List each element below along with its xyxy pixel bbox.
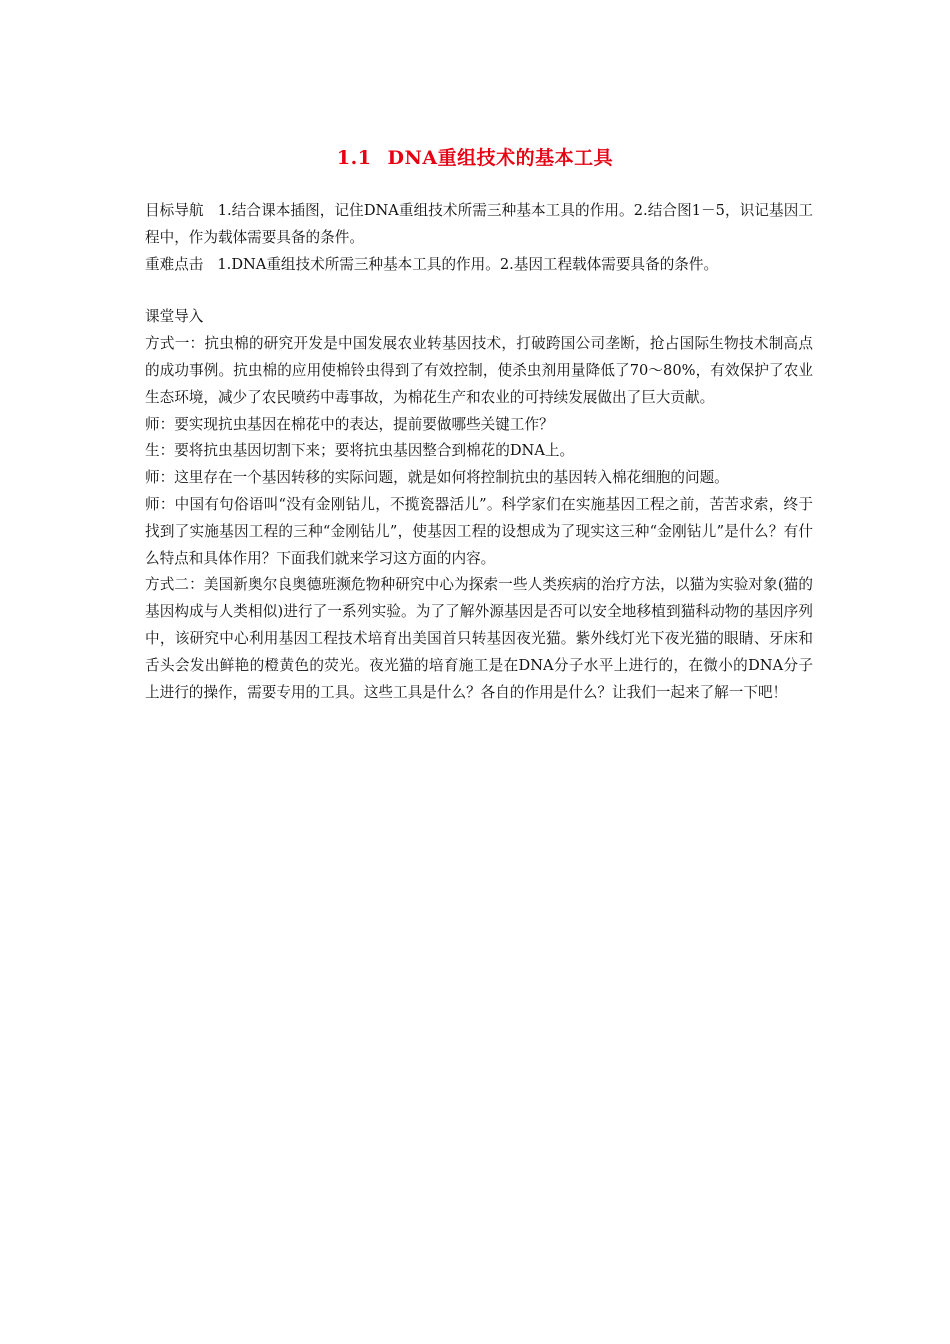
key-points-paragraph — [145, 252, 813, 279]
intro-paragraph-6: 方式二：美国新奥尔良奥德班濒危物种研究中心为探索一些人类疾病的治疗方法，以猫为实验对象(猫的基因构成与人类相似)进行了一系列实验。为了了解外源基因是否可以安全地移植到猫科动物的基因序列中，该研究中心利用基因工程技术培育出美国首只转基因夜光猫。紫外线灯光下夜光猫的眼睛、牙床和舌头会发出鲜艳的橙黄色的荧光。夜光猫的培育施工是在DNA分子水平上进行的，在微小的DNA分子上进行的操作，需要专用的工具。这些工具是什么？各自的作用是什么？让我们一起来了解一下吧！ — [145, 576, 813, 701]
goals-label: 目标导航 — [145, 202, 204, 219]
document-body — [145, 198, 813, 706]
spacer — [145, 278, 813, 304]
intro-paragraph-3: 生：要将抗虫基因切割下来；要将抗虫基因整合到棉花的DNA上。 — [145, 442, 575, 460]
intro-paragraph-2: 师：要实现抗虫基因在棉花中的表达，提前要做哪些关键工作？ — [145, 415, 554, 433]
page-title — [0, 143, 950, 173]
intro-heading: 课堂导入 — [145, 308, 204, 326]
goals-text: 1.结合课本插图，记住DNA重组技术所需三种基本工具的作用。2.结合图1－5，识记基因工程中，作为载体需要具备的条件。 — [145, 202, 813, 246]
key-points-text: 1.DNA重组技术所需三种基本工具的作用。2.基因工程载体需要具备的条件。 — [217, 255, 719, 273]
intro-paragraph-1: 方式一：抗虫棉的研究开发是中国发展农业转基因技术，打破跨国公司垄断，抢占国际生物技术制高点的成功事例。抗虫棉的应用使棉铃虫得到了有效控制，使杀虫剂用量降低了70～80%，有效保护了农业生态环境，减少了农民喷药中毒事故，为棉花生产和农业的可持续发展做出了巨大贡献。 — [145, 335, 813, 406]
goals-paragraph — [145, 198, 813, 252]
key-points-label: 重难点击 — [145, 255, 204, 273]
intro-paragraph-4: 师：这里存在一个基因转移的实际问题，就是如何将控制抗虫的基因转入棉花细胞的问题。 — [145, 469, 729, 487]
section-title: DNA重组技术的基本工具 — [387, 147, 614, 169]
section-number: 1.1 — [336, 147, 372, 169]
intro-paragraph-5: 师：中国有句俗语叫“没有金刚钻儿，不揽瓷器活儿”。科学家们在实施基因工程之前，苦苦求索，终于找到了实施基因工程的三种“金刚钻儿”，使基因工程的设想成为了现实这三种“金刚钻儿”是什么？有什么特点和具体作用？下面我们就来学习这方面的内容。 — [145, 495, 813, 567]
